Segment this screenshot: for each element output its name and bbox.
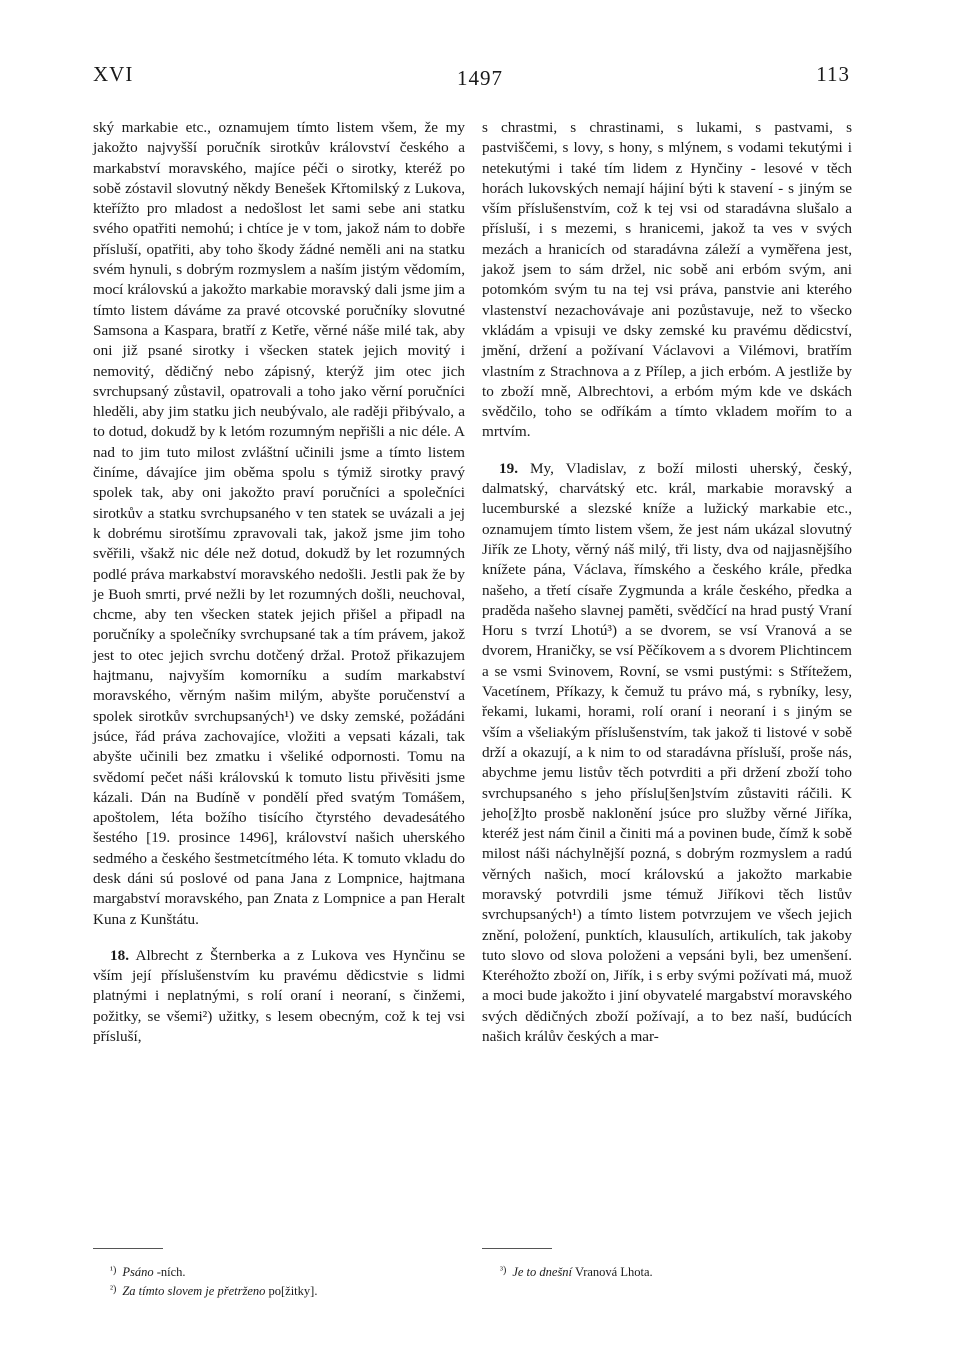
paragraph-continuation: s chrastmi, s chrastinami, s lukami, s pastvami, s pastviščemi, s lovy, s hony, s mlýnem, s vodami tekutými i netekutými i také tím lidem z Hynčiny - lesové v těch horách lukovských nemají hájiní býti k stavení - s jiným se vším příslušenstvím, což k tej vsi od staradávna slušalo a přísluší, i s mezemi, s hranicemi, jakož ta ves v svých mezách a hranicích od staradávna záleží a vyměřena jest, jakož jsem to sám držel, nic sobě ani erbóm svým, ani potomkóm svým tu na tej vsi práva, panstvie ani kterého vlastenství nezachovávaje ani pozůstavuje, než to všecko vkládám a vpisuji ve dsky zemské ku pravému dědicství, jmění, držení a požívaní Václavovi a Vilémovi, bratřím vlastním z Strachnova a z Přílep, a jich erbóm. A jestliže by to zboží mně, Albrechtovi, a erbóm mým kde ve dskách svědčilo, toho se odříkám a tímto vkladem mořím to a mrtvím. xyxy=(482,119,852,441)
footnote-text: Vranová Lhota. xyxy=(572,1265,653,1279)
paragraph-continuation: ský markabie etc., oznamujem tímto listem všem, že my jakožto najvyšší poručník sirotkův království českého a markabství moravského, majíce péči o sirotky, kteréž po sobě zóstavil slovutný někdy Benešek Křtomilský z Lukova, kteřížto pro mladost a nedošlost let sami sebe ani statku svého opatřiti nemohú; i chtíce je v tom, jakož nám to dobře přísluší, opatřiti, aby toho škody žádné neměli ani na statku svém hynuli, s dobrým rozmyslem a naším jistým vědomím, mocí královskú a jakožto markabie moravský dali jsme jim a tímto listem dáváme za pravé otcovské poručníky slovutné Samsona a Kaspara, bratří z Ketře, věrné náše milé tak, aby oni již psané sirotky i všecken statek jejich movitý i nemovitý, dědičný nebo zápisný, kterýž jim otec jich svrchupsaný zůstavil, opatrovali a toho jako věrní poručníci hleděli, aby jim statku jich neubývalo, ale raději přibývalo, a to dotud, dokudž by k letóm rozumným nepřišli a nic déle. A nad to jim tuto milost zvláštní učinili jsme a tímto listem činíme, dávajíce jim oběma spolu s týmiž sirotky pravý spolek tak, aby oni jakožto praví poručníci a společníci sirotkův a statku svrchupsaného v ten statek se uvázali a jej k dobrému sirotšímu zpravovali tak, jakož jsme jim toho svěřili, všakž nic déle než dotud, dokudž by let rozumných podlé práva markabství moravského nedošli. Jestli pak že by je Buoh smrti, prvé nežli by let rozumných došli, neuchoval, chcme, aby ten všecken statek jejich přišel a připadl na poručníky a společníky svrchupsané tak a tím právem, jakož jest to otec jejich svrchu dotčený držal. Protož přikazujem hajtmanu, najvyším komorníku a sudím markabství moravského, věrným našim milým, abyšte poručenství a spolek sirotkův svrchupsaných¹) ve dsky zemské, požádáni jsúce, řád práva zachovajíce, vložiti a vepsati kázali, tak abyšte učinili bez zmatku i všeliké odpornosti. Tomu na svědomí pečet náši královskú k tomuto listu přivěsiti jsme kázali. Dán na Budíně v pondělí před svatým Tomášem, apoštolem, léta božího tisícího čtyrstého devadesátého šestého [19. prosince 1496], království našich uherského sedmého a českého šestmetcítmého léta. K tomuto vkladu do desk dáni sú poslové od pana Jana z Lompnice, hajtmana margabství moravského, pan Znata z Lompnice a pan Heralt Kuna z Kunštátu. xyxy=(93,119,465,928)
section-18 xyxy=(93,946,465,1047)
footnote-divider xyxy=(93,1248,163,1249)
footnote xyxy=(500,1262,860,1281)
footnote-italic: Psáno xyxy=(122,1265,154,1279)
footnote-text: -ních. xyxy=(153,1265,186,1279)
section-number: 18. xyxy=(110,946,129,964)
right-text-column xyxy=(482,118,852,1047)
left-text-column xyxy=(93,118,465,1047)
footnote-mark: ²) xyxy=(110,1284,117,1295)
section-19 xyxy=(482,459,852,1048)
section-text: My, Vladislav, z boží milosti uherský, český, dalmatský, charvátský etc. král, markabie moravský a lucemburské a slezské kníže a lužický markabie etc., oznamujem tímto listem všem, že jest nám ukázal slovutný Jiřík ze Lhoty, věrný náš milý, tři listy, dva od najjasnějšího knížete pána, Václava, římského a českého krále, předka našeho, a třetí císaře Zygmunda a krále českého, předka a praděda našeho slavnej paměti, svědčící na hrad pustý Vraní Horu s tvrzí Lhotú³) a se dvorem, se vsí Vranová a se dvorem, Hraničky, se vsí Pěčíkovem a s dvorem Plichtincem a se vsmi Svinovem, Rovní, se vsmi pustými: s Střítežem, Vacetínem, Příkazy, k čemuž tu právo má, s rybníky, lesy, řekami, lukami, horami, rolí oraní i neoraní i s jiným se vším a všeliakým příslušenstvím, tak jakož ti listové v sobě drží a okazují, a k nim to od staradávna přísluší, proše nás, abychme jemu listův těch potvrditi a při držení zboží toho svrchupsaného s jeho příslu[šen]stvím zůstaviti ráčili. K jeho[ž]to prosbě naklonění jsúce pro služby věrné Jiříka, kteréž jest nám činil a činiti má a povinen bude, čímž k sobě milost náši náchylnější pozná, s dobrým rozmyslem a radú věrných našich, mocí královskú a jakožto markabie moravský potvrdili jsme témuž Jiříkovi těch listův svrchupsaných¹) a tímto listem potvrzujem ve všech jejich znění, položení, punktích, klausulích, artikulích, tak jakoby tuto slovo od slova položeni a vepsáni byli, bez umenšení. Kteréhožto zboží on, Jiřík, i s erby svými požívati má, muož a moci bude jakožto i jiní obyvatelé margabství moravského svých dědičných zboží požívají, a to bez naší, budúcích našich králův českých a mar- xyxy=(482,459,853,1046)
header-section-number: XVI xyxy=(93,62,134,86)
footnote-mark: ¹) xyxy=(110,1265,117,1276)
footnote xyxy=(110,1281,470,1300)
header-page-number: 113 xyxy=(816,62,850,86)
footnote-italic: Je to dnešní xyxy=(512,1265,573,1279)
footnotes-right xyxy=(500,1262,860,1281)
header-year: 1497 xyxy=(457,66,503,90)
footnote-italic: Za tímto slovem je přetrženo xyxy=(122,1284,266,1298)
section-text: Albrecht z Šternberka a z Lukova ves Hynčinu se vším její příslušenstvím ku pravému dědicstvie s lidmi platnými i neplatnými, s rolí oraní i neoraní, s činžemi, požitky, se všemi²) užitky, s lesem obecným, což k tej vsi přísluší, xyxy=(93,946,465,1046)
footnote-divider xyxy=(482,1248,552,1249)
footnotes-left xyxy=(110,1262,470,1300)
footnote xyxy=(110,1262,470,1281)
footnote-text: po[žitky]. xyxy=(265,1284,318,1298)
section-number: 19. xyxy=(499,459,518,477)
footnote-mark: ³) xyxy=(500,1265,507,1276)
